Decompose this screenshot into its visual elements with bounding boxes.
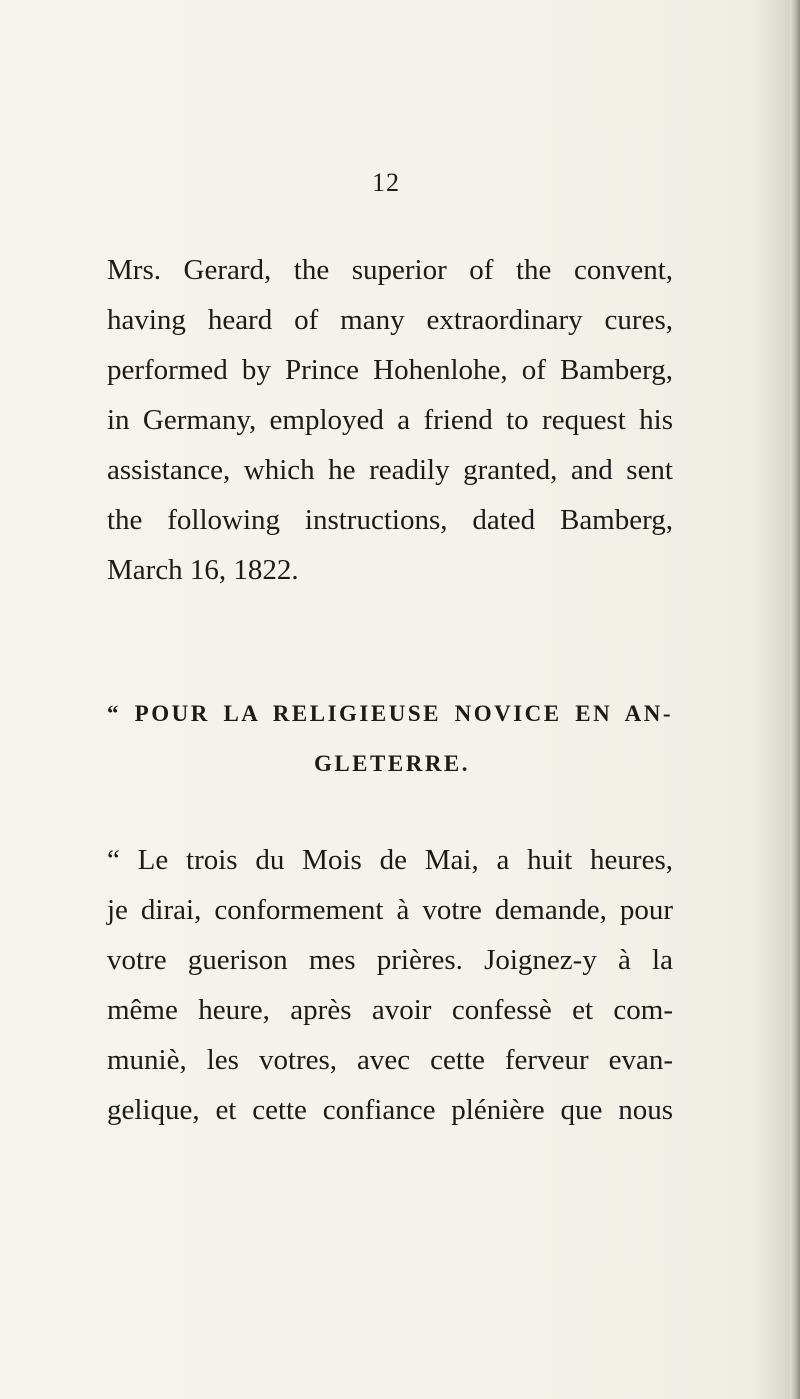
paragraph-1 (107, 245, 673, 595)
text-line: having heard of many extraordinary cures, (107, 304, 673, 336)
text-line: assistance, which he readily granted, and sent (107, 454, 673, 486)
section-heading-line-1: “ POUR LA RELIGIEUSE NOVICE EN AN- (107, 701, 673, 726)
paragraph-2 (107, 835, 673, 1135)
section-heading-line-2: GLETERRE. (313, 751, 471, 776)
text-line: je dirai, conformement à votre demande, pour (107, 894, 673, 926)
text-line: muniè, les votres, avec cette ferveur evan- (107, 1044, 673, 1076)
page-number: 12 (372, 168, 400, 197)
text-line: Mrs. Gerard, the superior of the convent, (107, 254, 673, 286)
page-edge-shadow (790, 0, 800, 1399)
text-line: “ Le trois du Mois de Mai, a huit heures, (107, 844, 673, 876)
text-line: gelique, et cette confiance plénière que nous (107, 1094, 673, 1126)
text-line: performed by Prince Hohenlohe, of Bamberg, (107, 354, 673, 386)
text-line: votre guerison mes prières. Joignez-y à la (107, 944, 673, 976)
text-line: the following instructions, dated Bamberg, (107, 504, 673, 536)
text-line: même heure, après avoir confessè et com- (107, 994, 673, 1026)
text-line: March 16, 1822. (107, 554, 299, 586)
text-line: in Germany, employed a friend to request his (107, 404, 673, 436)
